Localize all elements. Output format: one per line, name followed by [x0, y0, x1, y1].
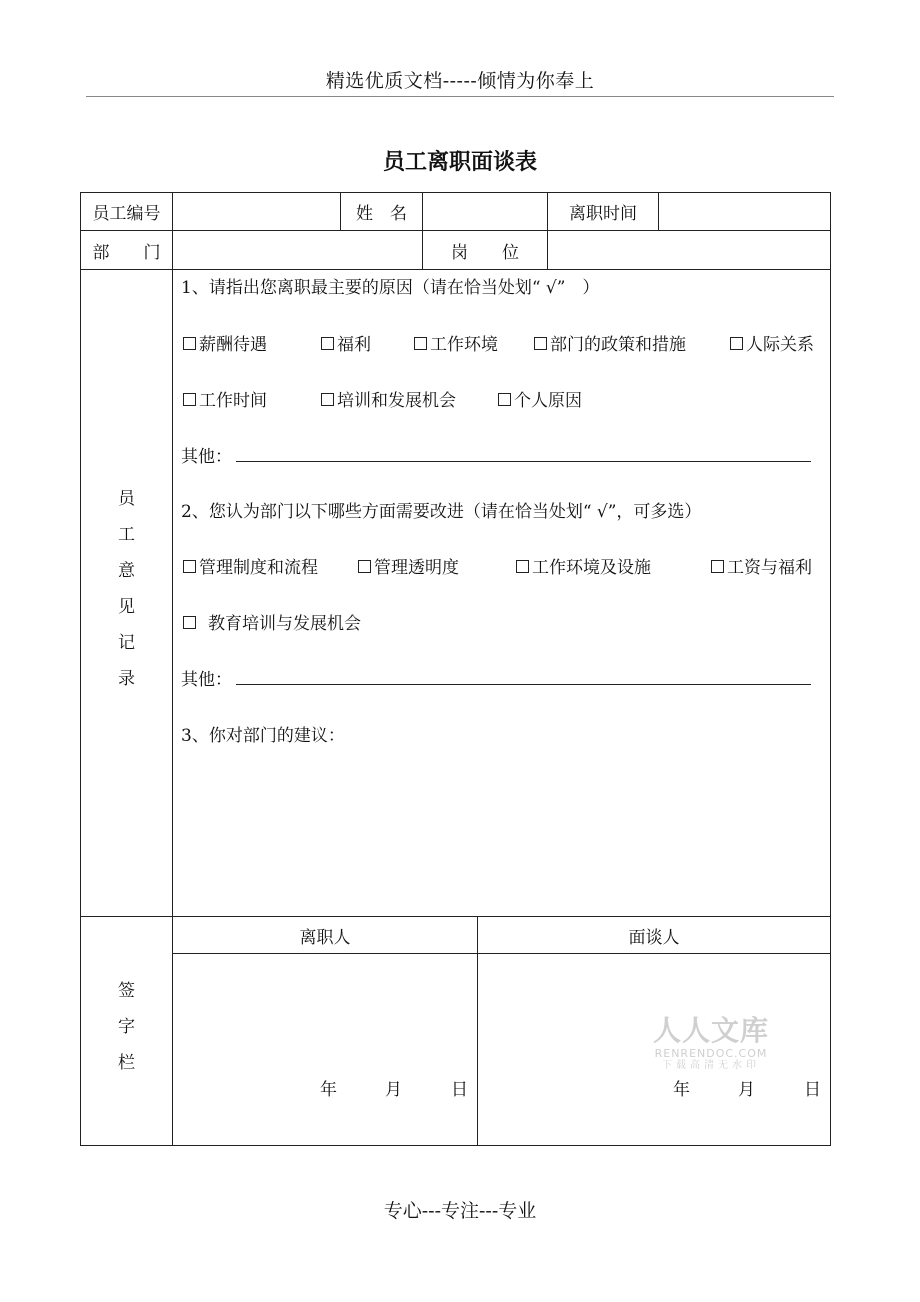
option-facilities[interactable]: 工作环境及设施 [516, 553, 651, 578]
leaver-date-month: 月 [385, 1080, 402, 1100]
checkbox[interactable] [711, 560, 724, 573]
leaver-signature-area[interactable] [173, 954, 477, 1074]
employee-id-field[interactable] [173, 193, 340, 230]
option-relationships[interactable]: 人际关系 [730, 330, 814, 355]
checkbox[interactable] [183, 393, 196, 406]
option-salary[interactable]: 薪酬待遇 [183, 330, 267, 355]
name-label: 姓 名 [356, 204, 407, 224]
position-field[interactable] [548, 231, 830, 269]
interviewer-date-day: 日 [804, 1080, 821, 1100]
checkbox[interactable] [183, 560, 196, 573]
page-footer: 专心---专注---专业 [383, 1200, 537, 1222]
department-label: 部 门 [92, 242, 161, 263]
label-char: 栏 [118, 1053, 135, 1073]
watermark [646, 1015, 776, 1072]
watermark-logo-text: 人人文库 [652, 1014, 769, 1047]
interviewer-date-month: 月 [738, 1080, 755, 1100]
watermark-subtitle: 下载高清无水印 [662, 1060, 760, 1071]
checkbox[interactable] [183, 337, 196, 350]
label-char: 意 [118, 561, 135, 581]
name-field[interactable] [423, 193, 547, 230]
question-2: 2、您认为部门以下哪些方面需要改进（请在恰当处划“ √”，可多选） [181, 502, 702, 522]
label-char: 记 [118, 633, 135, 653]
q2-other-input[interactable] [236, 684, 811, 685]
interview-form [80, 192, 831, 1146]
signature-section-label [81, 973, 172, 1081]
header-divider [86, 96, 834, 97]
option-training[interactable]: 培训和发展机会 [321, 386, 456, 411]
option-wages-benefits[interactable]: 工资与福利 [711, 553, 812, 578]
leave-time-label: 离职时间 [569, 204, 637, 224]
checkbox[interactable] [516, 560, 529, 573]
checkbox[interactable] [358, 560, 371, 573]
label-char: 签 [118, 981, 135, 1001]
document-title: 员工离职面谈表 [382, 150, 537, 175]
option-benefits[interactable]: 福利 [321, 330, 371, 355]
leaver-date-year: 年 [320, 1080, 337, 1100]
opinion-section-label [81, 481, 172, 697]
q1-other-label: 其他： [181, 447, 232, 467]
option-personal[interactable]: 个人原因 [498, 386, 582, 411]
watermark-domain: RENRENDOC.COM [654, 1047, 768, 1060]
label-char: 录 [118, 669, 135, 689]
option-department-policy[interactable]: 部门的政策和措施 [534, 330, 686, 355]
label-char: 员 [118, 489, 135, 509]
department-field[interactable] [173, 231, 422, 269]
label-char: 工 [118, 525, 135, 545]
page-header: 精选优质文档-----倾情为你奉上 [325, 70, 595, 92]
suggestion-area[interactable] [181, 753, 821, 908]
question-1: 1、请指出您离职最主要的原因（请在恰当处划“ √” ） [181, 278, 600, 298]
checkbox[interactable] [534, 337, 547, 350]
leaver-label: 离职人 [299, 927, 351, 948]
option-management-process[interactable]: 管理制度和流程 [183, 553, 318, 578]
checkbox[interactable] [414, 337, 427, 350]
checkbox[interactable] [183, 616, 196, 629]
q2-other-label: 其他： [181, 670, 232, 690]
checkbox[interactable] [730, 337, 743, 350]
leave-time-field[interactable] [659, 193, 830, 230]
position-label: 岗 位 [451, 242, 519, 263]
label-char: 字 [118, 1017, 135, 1037]
checkbox[interactable] [321, 393, 334, 406]
option-work-environment[interactable]: 工作环境 [414, 330, 498, 355]
checkbox[interactable] [498, 393, 511, 406]
checkbox[interactable] [321, 337, 334, 350]
interviewer-label: 面谈人 [628, 927, 680, 948]
option-work-hours[interactable]: 工作时间 [183, 386, 267, 411]
employee-id-label: 员工编号 [92, 204, 161, 224]
question-3: 3、你对部门的建议： [181, 726, 345, 746]
interviewer-date-year: 年 [673, 1080, 690, 1100]
q1-other-input[interactable] [236, 461, 811, 462]
option-transparency[interactable]: 管理透明度 [358, 553, 459, 578]
label-char: 见 [118, 597, 135, 617]
leaver-date-day: 日 [451, 1080, 468, 1100]
option-education-training[interactable]: 教育培训与发展机会 [183, 609, 361, 634]
row-divider [81, 269, 830, 270]
